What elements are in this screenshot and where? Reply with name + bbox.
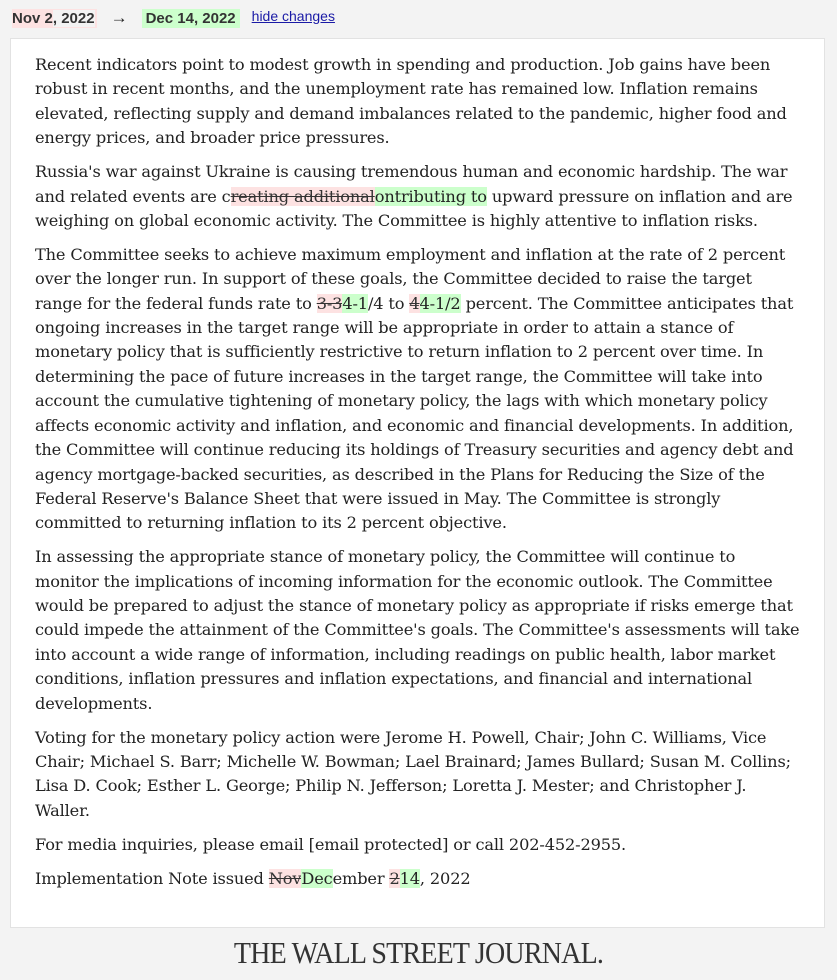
deletion: Nov xyxy=(268,868,302,888)
insertion: 4-1/2 xyxy=(419,293,461,313)
paragraph-7: Implementation Note issued NovDecember 214, 2022 xyxy=(35,868,471,888)
paragraph-4: In assessing the appropriate stance of monetary policy, the Committee will continue to monitor the implications of incoming information for the economic outlook. The Committee would be prepared to adjust the stance of monetary policy as appropriate if risks emerge that could impede the attainment of the Committee's goals. The Committee's assessments will take into account a wide range of information, including readings on public health, labor market conditions, inflation pressures and inflation expectations, and financial and international developments. xyxy=(35,547,800,713)
deletion: reating additional xyxy=(230,186,375,206)
paragraph-5: Voting for the monetary policy action were Jerome H. Powell, Chair; John C. Williams, Vice Chair; Michael S. Barr; Michelle W. Bowman; Lael Brainard; James Bullard; Susan M. Collins; Lisa D. Cook; Esther L. George; Philip N. Jefferson; Loretta J. Mester; and Christopher J. Waller. xyxy=(35,727,791,820)
hide-changes-link[interactable]: hide changes xyxy=(251,8,335,24)
deletion: 4 xyxy=(409,293,420,313)
statement-card xyxy=(10,38,825,928)
deletion: 3-3 xyxy=(316,293,343,313)
arrow-right-icon: → xyxy=(110,8,128,27)
paragraph-6: For media inquiries, please email [email protected] or call 202-452-2955. xyxy=(35,834,627,854)
old-date: Nov 2, 2022 xyxy=(12,9,95,27)
deletion: 2 xyxy=(389,868,400,888)
insertion: Dec xyxy=(301,868,333,888)
wsj-logo: THE WALL STREET JOURNAL. xyxy=(233,936,604,971)
paragraph-3: The Committee seeks to achieve maximum employment and inflation at the rate of 2 percent over the longer run. In support of these goals, the Committee decided to raise the target range for the federal funds rate to 3-34-1/4 to 44-1/2 percent. The Committee anticipates that ongoing increases in the target range will be appropriate in order to attain a stance of monetary policy that is sufficiently restrictive to return inflation to 2 percent over time. In determining the pace of future increases in the target range, the Committee will take into account the cumulative tightening of monetary policy, the lags with which monetary policy affects economic activity and inflation, and economic and financial developments. In addition, the Committee will continue reducing its holdings of Treasury securities and agency debt and agency mortgage-backed securities, as described in the Plans for Reducing the Size of the Federal Reserve's Balance Sheet that were issued in May. The Committee is strongly committed to returning inflation to its 2 percent objective. xyxy=(35,244,794,533)
compare-header xyxy=(12,6,335,30)
insertion: ontributing to xyxy=(374,186,487,206)
insertion: 4-1 xyxy=(342,293,368,313)
paragraph-1: Recent indicators point to modest growth in spending and production. Job gains have been robust in recent months, and the unemployment rate has remained low. Inflation remains elevated, reflecting supply and demand imbalances related to the pandemic, higher food and energy prices, and broader price pressures. xyxy=(35,55,787,148)
new-date: Dec 14, 2022 xyxy=(142,9,240,28)
insertion: 14 xyxy=(399,868,420,888)
paragraph-2: Russia's war against Ukraine is causing tremendous human and economic hardship. The war and related events are creating additionalontributing to upward pressure on inflation and are weighing on global economic activity. The Committee is highly attentive to inflation risks. xyxy=(35,162,793,230)
